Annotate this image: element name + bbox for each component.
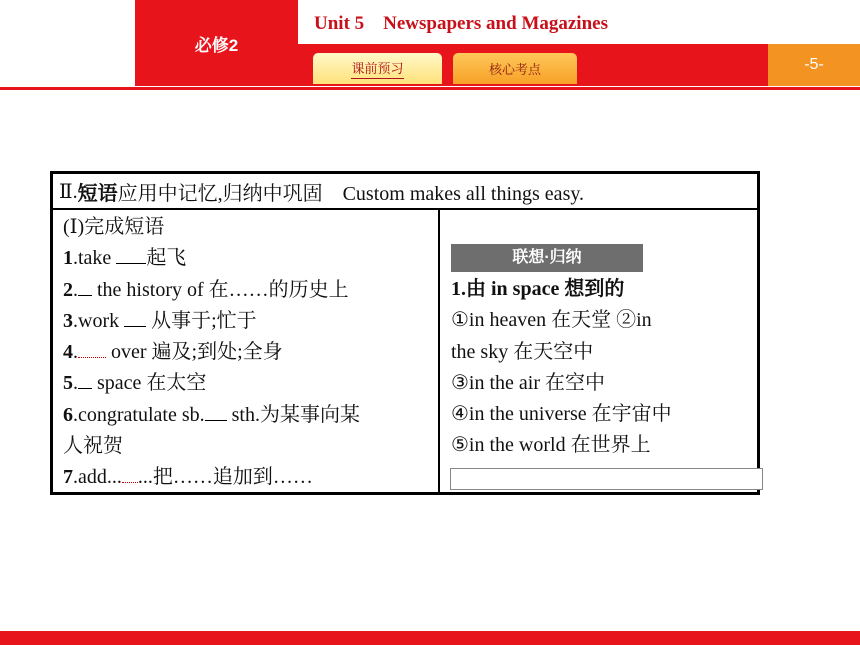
tab-preview[interactable] [313,53,442,84]
tab-core-points-label: 核心考点 [488,62,541,77]
tab-preview-label: 课前预习 [351,58,403,79]
list-item: 5. space 在太空 [63,372,207,395]
answer-blank[interactable] [205,419,227,421]
column-divider [438,210,440,492]
answer-blank[interactable] [78,294,92,296]
header-rest: 应用中记忆,归纳中巩固 Custom makes all things easy. [117,182,585,205]
association-heading: 1.由 in space 想到的 [451,278,625,300]
answer-blank[interactable] [78,356,106,358]
association-tag: 联想·归纳 [451,244,643,272]
answer-blank[interactable] [124,325,146,327]
header-prefix: Ⅱ. [59,180,78,203]
answer-input-box[interactable] [450,468,763,490]
list-item: ④in the universe 在宇宙中 [451,403,672,426]
answer-blank[interactable] [122,481,138,483]
footer-bar [0,631,860,645]
header-bold: 短语 [77,182,118,205]
book-badge: 必修2 [135,0,298,86]
list-item: 1.take 起飞 [63,247,187,270]
unit-title: Unit 5 Newspapers and Magazines [314,13,608,34]
answer-blank[interactable] [78,387,92,389]
list-item: 7.add... ...把……追加到…… [63,466,313,489]
list-item: 人祝贺 [63,435,123,458]
list-item: 3.work 从事于;忙于 [63,309,257,332]
section-title: (Ⅰ)完成短语 [63,216,165,238]
association-column [451,212,763,462]
list-item: ①in heaven 在天堂 ②in [451,309,652,332]
list-item: 6.congratulate sb. sth.为某事向某 [63,403,360,426]
list-item: the sky 在天空中 [451,340,594,363]
header-divider [0,87,860,90]
answer-blank[interactable] [116,262,146,264]
table-header [53,174,757,210]
page-number: -5- [768,44,860,86]
list-item: ③in the air 在空中 [451,371,606,394]
list-item: ⑤in the world 在世界上 [451,434,651,457]
list-item: 4. over 遍及;到处;全身 [63,341,283,364]
list-item: 2. the history of 在……的历史上 [63,278,349,301]
phrase-table [50,171,760,495]
tab-core-points[interactable] [453,53,577,84]
exercise-column [63,212,435,494]
